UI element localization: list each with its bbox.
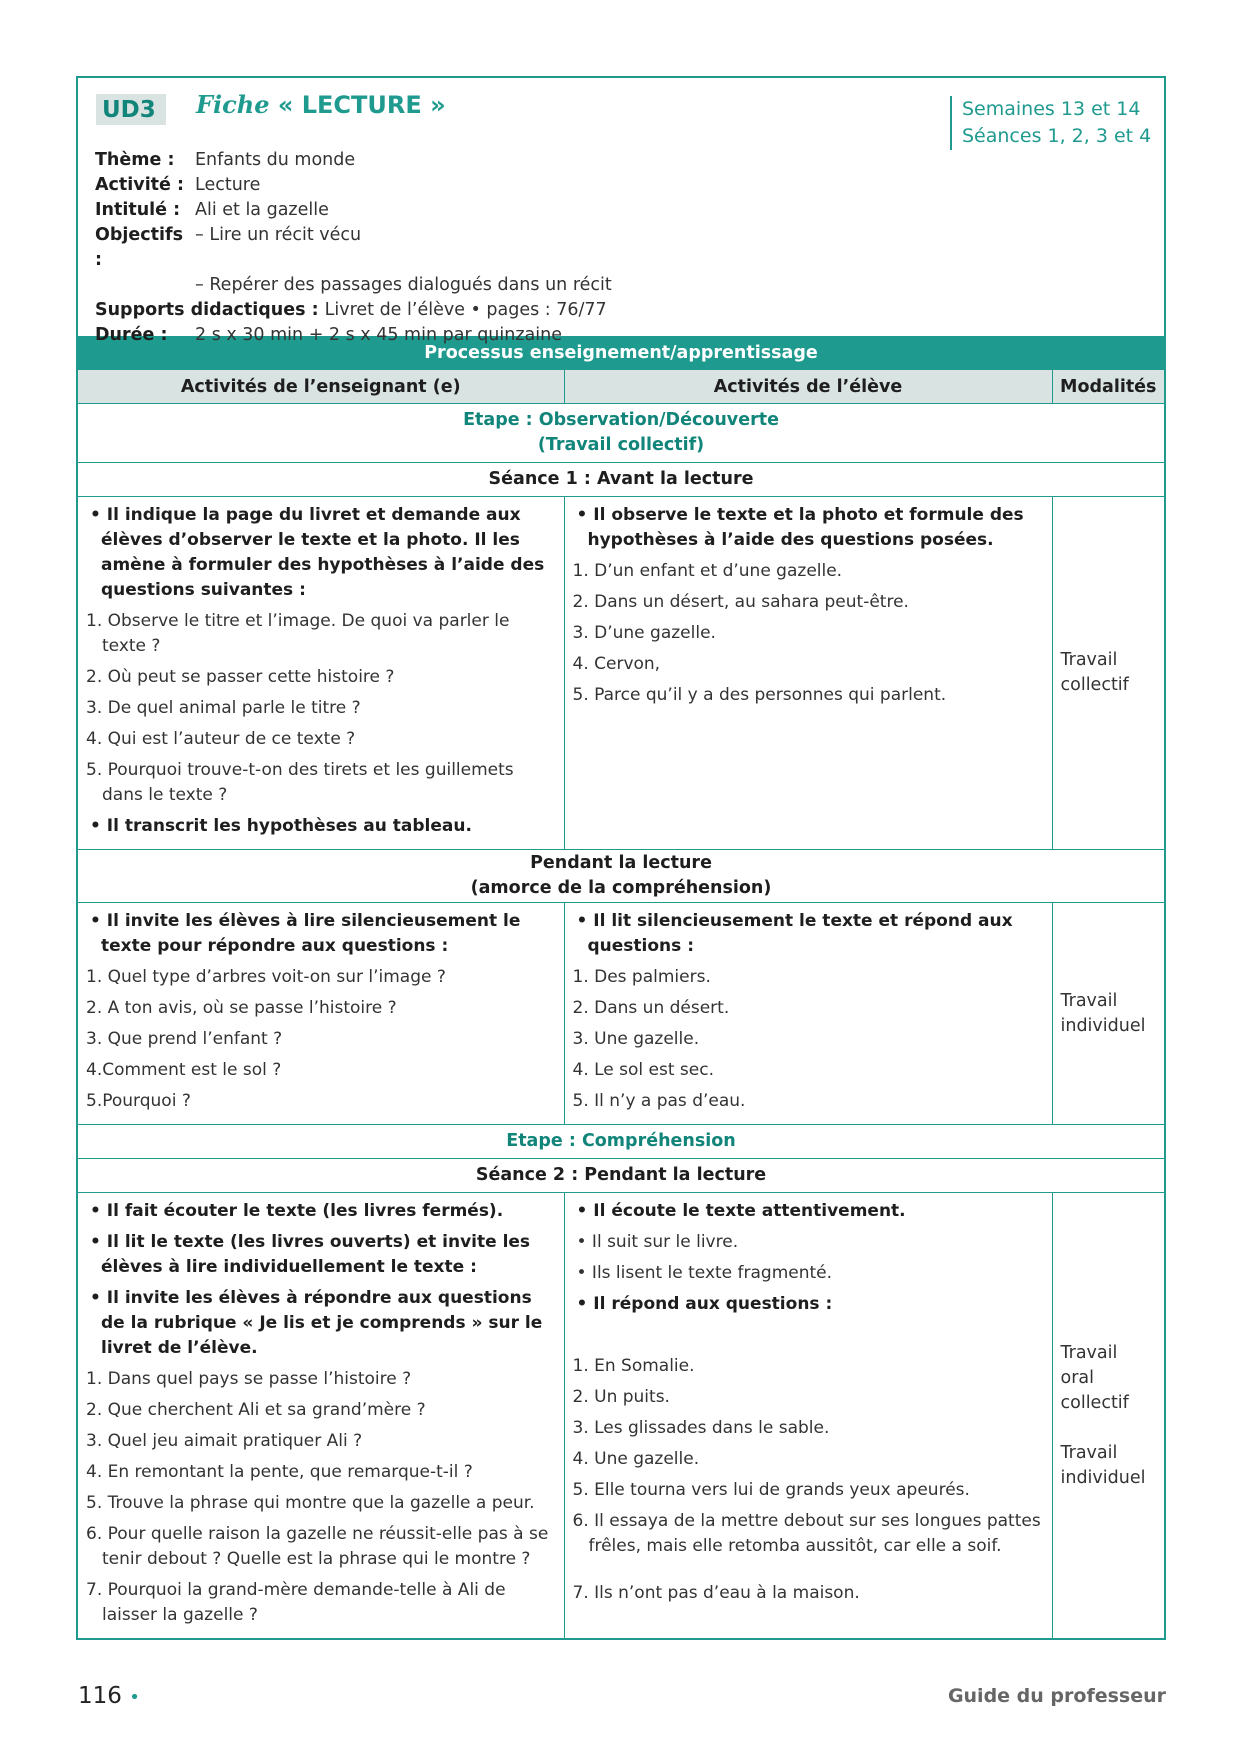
answer-item: 3. D’une gazelle. (572, 623, 716, 643)
answer-item: 1. Des palmiers. (572, 967, 711, 987)
page-number (78, 1683, 140, 1709)
pendant-line-2: (amorce de la compréhension) (470, 878, 772, 898)
lesson-sheet (76, 76, 1166, 1640)
modalite-line: collectif (1060, 1392, 1129, 1413)
question-item: 2. Où peut se passer cette histoire ? (86, 667, 395, 687)
question-item: 6. Pour quelle raison la gazelle ne réussit-elle pas à se tenir debout ? Quelle est la phrase qui le montre ? (86, 1524, 549, 1569)
question-item: 7. Pourquoi la grand-mère demande-telle à Ali de laisser la gazelle ? (86, 1580, 506, 1625)
sheet-title-lecture: « LECTURE » (277, 91, 446, 119)
question-item: 2. Que cherchent Ali et sa grand’mère ? (86, 1400, 426, 1420)
unit-badge: UD3 (96, 94, 166, 125)
question-item: 1. Observe le titre et l’image. De quoi va parler le texte ? (86, 611, 510, 656)
sessions-label: Séances 1, 2, 3 et 4 (962, 125, 1152, 147)
pendant-lecture-title (78, 850, 1164, 903)
question-item: 5.Pourquoi ? (86, 1091, 191, 1111)
answer-item: 5. Elle tourna vers lui de grands yeux apeurés. (572, 1480, 970, 1500)
answer-item: 3. Une gazelle. (572, 1029, 700, 1049)
s1-teacher-cell (78, 497, 564, 850)
teacher-instruction: • Il indique la page du livret et demande aux élèves d’observer le texte et la photo. Il les amène à formuler des hypothèses à l’aide des questions suivantes : (90, 505, 545, 600)
meta-theme (95, 148, 612, 173)
meta-key: Thème : (95, 150, 175, 170)
student-activity: • Il suit sur le livre. (576, 1232, 739, 1252)
teacher-instruction: • Il invite les élèves à lire silencieusement le texte pour répondre aux questions : (90, 911, 521, 956)
page-number-dot: • (129, 1687, 140, 1708)
meta-key: Intitulé : (95, 200, 181, 220)
modalite-line: oral (1060, 1367, 1094, 1388)
s2-modalites-cell (1052, 1193, 1164, 1639)
question-item: 1. Quel type d’arbres voit-on sur l’image ? (86, 967, 446, 987)
sheet-header (78, 78, 1164, 345)
question-item: 3. Quel jeu aimait pratiquer Ali ? (86, 1431, 363, 1451)
process-table (78, 336, 1164, 1638)
meta-key: Supports didactiques : (95, 300, 319, 320)
col-header-student: Activités de l’élève (564, 370, 1052, 404)
s2-student-cell (564, 1193, 1052, 1639)
meta-key: Durée : (95, 325, 168, 345)
answer-item: 4. Le sol est sec. (572, 1060, 714, 1080)
answer-item: 4. Cervon, (572, 654, 661, 674)
modalite-line: Travail (1060, 650, 1118, 670)
meta-objectifs-2 (95, 273, 612, 298)
footer-title: Guide du professeur (947, 1685, 1166, 1707)
student-instruction: • Il lit silencieusement le texte et répond aux questions : (576, 911, 1013, 956)
meta-value: Enfants du monde (195, 150, 356, 170)
modalite-line: Travail (1060, 1442, 1118, 1463)
s1-modalites-cell (1052, 497, 1164, 850)
sheet-title-fiche: Fiche (196, 90, 270, 119)
meta-duree (95, 323, 612, 348)
question-item: 4.Comment est le sol ? (86, 1060, 282, 1080)
meta-value: – Lire un récit vécu (195, 225, 362, 245)
seance-1-title: Séance 1 : Avant la lecture (78, 463, 1164, 497)
col-header-modalites: Modalités (1052, 370, 1164, 404)
answer-item: 2. Dans un désert. (572, 998, 730, 1018)
col-header-teacher: Activités de l’enseignant (e) (78, 370, 564, 404)
etape-title: Etape : Observation/Découverte (463, 410, 779, 430)
student-instruction: • Il observe le texte et la photo et formule des hypothèses à l’aide des questions posées. (576, 505, 1024, 550)
meta-intitule (95, 198, 612, 223)
question-item: 5. Pourquoi trouve-t-on des tirets et les guillemets dans le texte ? (86, 760, 514, 805)
weeks-label: Semaines 13 et 14 (962, 98, 1141, 120)
pendant-teacher-cell (78, 903, 564, 1125)
sheet-title (196, 90, 446, 119)
question-item: 4. Qui est l’auteur de ce texte ? (86, 729, 356, 749)
pendant-modalites-cell (1052, 903, 1164, 1125)
question-item: 4. En remontant la pente, que remarque-t-il ? (86, 1462, 473, 1482)
question-item: 3. Que prend l’enfant ? (86, 1029, 283, 1049)
answer-item: 5. Il n’y a pas d’eau. (572, 1091, 746, 1111)
schedule-box (950, 96, 1151, 150)
modalite-line: individuel (1060, 1467, 1146, 1488)
meta-objectifs (95, 223, 612, 273)
answer-item: 1. D’un enfant et d’une gazelle. (572, 561, 843, 581)
teacher-instruction: • Il transcrit les hypothèses au tableau. (90, 816, 472, 836)
answer-item: 2. Dans un désert, au sahara peut-être. (572, 592, 909, 612)
seance-2-title: Séance 2 : Pendant la lecture (78, 1159, 1164, 1193)
etape-observation (78, 404, 1164, 463)
answer-item: 4. Une gazelle. (572, 1449, 700, 1469)
modalite-line: Travail (1060, 1342, 1118, 1363)
pendant-line-1: Pendant la lecture (530, 853, 712, 873)
question-item: 2. A ton avis, où se passe l’histoire ? (86, 998, 397, 1018)
question-item: 3. De quel animal parle le titre ? (86, 698, 361, 718)
meta-value: – Repérer des passages dialogués dans un récit (195, 275, 612, 295)
answer-item: 5. Parce qu’il y a des personnes qui parlent. (572, 685, 947, 705)
meta-key: Objectifs : (95, 225, 184, 270)
meta-supports (95, 298, 612, 323)
meta-key: Activité : (95, 175, 185, 195)
process-title: Processus enseignement/apprentissage (78, 336, 1164, 370)
meta-value: Lecture (195, 175, 261, 195)
teacher-instruction: • Il lit le texte (les livres ouverts) et invite les élèves à lire individuellement le texte : (90, 1232, 531, 1277)
student-activity: • Ils lisent le texte fragmenté. (576, 1263, 833, 1283)
teacher-instruction: • Il fait écouter le texte (les livres fermés). (90, 1201, 504, 1221)
student-instruction: • Il écoute le texte attentivement. (576, 1201, 906, 1221)
meta-value: Livret de l’élève • pages : 76/77 (324, 300, 607, 320)
answer-item: 3. Les glissades dans le sable. (572, 1418, 830, 1438)
s1-student-cell (564, 497, 1052, 850)
answer-item: 1. En Somalie. (572, 1356, 695, 1376)
student-instruction: • Il répond aux questions : (576, 1294, 833, 1314)
question-item: 1. Dans quel pays se passe l’histoire ? (86, 1369, 412, 1389)
question-item: 5. Trouve la phrase qui montre que la gazelle a peur. (86, 1493, 535, 1513)
meta-value: 2 s x 30 min + 2 s x 45 min par quinzaine (195, 325, 562, 345)
modalite-line: collectif (1060, 675, 1129, 695)
etape-subtitle: (Travail collectif) (537, 435, 705, 455)
answer-item: 7. Ils n’ont pas d’eau à la maison. (572, 1583, 860, 1603)
modalite-line: Travail (1060, 990, 1118, 1011)
teacher-instruction: • Il invite les élèves à répondre aux questions de la rubrique « Je lis et je comprends » sur le livret de l’élève. (90, 1288, 543, 1358)
page-number-value: 116 (78, 1683, 122, 1709)
answer-item: 6. Il essaya de la mettre debout sur ses longues pattes frêles, mais elle retomba aussitôt, car elle a soif. (572, 1511, 1041, 1556)
meta-activite (95, 173, 612, 198)
s2-teacher-cell (78, 1193, 564, 1639)
meta-value: Ali et la gazelle (195, 200, 329, 220)
answer-item: 2. Un puits. (572, 1387, 670, 1407)
modalite-line: individuel (1060, 1015, 1146, 1036)
etape-comprehension: Etape : Compréhension (78, 1125, 1164, 1159)
sheet-meta (95, 148, 612, 348)
pendant-student-cell (564, 903, 1052, 1125)
